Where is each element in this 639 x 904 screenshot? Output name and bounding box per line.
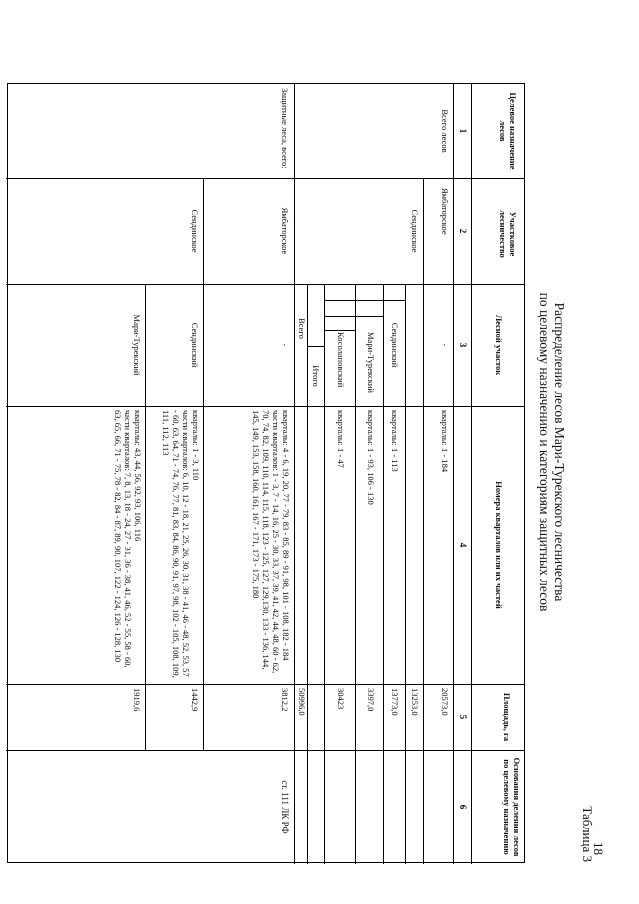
- z-quarters-sendinskiy: кварталы: 1 - 3, 110 части кварталов: 6, 10, 12 - 18, 21, 25, 26, 30, 31, 38 - 41, 46 - 48, 52, 53, 57 - 60, 63, 64, 71 - 74, 76, 77, 81, 83, 84, 86, 90, 91, 97, 98, 102 - 105, 108, 109, 111, 112, 113: [161, 410, 201, 678]
- header-purpose: Целевое назначение лесов: [498, 92, 518, 170]
- z-basis: ст. 111 ЛК РФ: [280, 780, 290, 834]
- page-title: [537, 0, 567, 904]
- quarters-kosolapovsky: кварталы: 1 - 47: [336, 410, 346, 468]
- forestry-sendinskoe: Сендинское: [410, 209, 420, 253]
- header-quarters: Номера кварталов или их частей: [494, 481, 504, 609]
- header-forestry: Участковое лесничество: [498, 210, 518, 258]
- area-kosolapovsky: 30423: [336, 688, 346, 710]
- forestry-yalbatorskoe: Ямбаторское: [440, 188, 450, 235]
- plot-sendinskiy: Сендинский: [390, 322, 400, 368]
- row-line-itogo: [307, 284, 308, 864]
- area-mari-tureksky: 3397,0: [366, 688, 376, 712]
- col-line-1: [6, 178, 524, 179]
- row-line-z-sendinskiy: [145, 284, 146, 750]
- col-number-1: 1: [458, 128, 468, 134]
- plot-yalbatorskoe: -: [440, 343, 450, 347]
- forest-distribution-table: [7, 83, 525, 863]
- nest-line-c: [325, 330, 356, 331]
- purpose-all-forests: Всего лесов: [440, 109, 450, 153]
- z-area-mari-tureksky: 1919,6: [132, 688, 142, 712]
- z-plot-mari-tureksky: Мари-Турекский: [132, 314, 142, 376]
- col-line-4: [6, 684, 524, 685]
- col-number-4: 4: [458, 542, 468, 548]
- table-label: Таблица 3: [580, 806, 595, 862]
- row-line-mari: [355, 284, 356, 864]
- area-vsego: 50996,0: [297, 688, 307, 716]
- z-forestry-sendinskoe: Сендинское: [190, 209, 200, 253]
- row-line-kosolapovsky: [324, 284, 325, 864]
- z-forestry-yalbatorskoe: Ямбаторское: [280, 207, 290, 255]
- quarters-mari-tureksky: кварталы: 1 - 93, 106 - 130: [366, 410, 376, 505]
- plot-mari-tureksky: Мари-Турекский: [366, 332, 376, 393]
- col-number-5: 5: [458, 714, 468, 720]
- title-line-2: по целевому назначению и категориям защитных лесов: [537, 292, 552, 612]
- col-number-2: 2: [458, 228, 468, 234]
- header-basis: Основания деления лесов по целевому назначению: [502, 757, 522, 857]
- col-line-3: [6, 406, 524, 407]
- area-sendinskoe: 13253,0: [410, 688, 420, 716]
- z-area-sendinskiy: 1442,9: [190, 688, 200, 712]
- col-number-3: 3: [458, 342, 468, 348]
- area-sendinskiy: 13773,0: [390, 688, 400, 716]
- z-quarters-yalbatorskoe: кварталы: 4 - 6, 19, 20, 77 - 79, 83 - 85, 89 - 91, 98, 101 - 108, 182 - 184 части кварталов: 1 - 3, 7 - 14, 16, 25 - 30, 33, 37, 39, 41, 42, 44, 48, 60 - 62, 70, 74, 82, 109, 110, 114, 115, 118, 123 - 125, 127, 129,130, 133 - 136, 144, 145, 149, 153, 158, 160, 161, 167 - 171, 173 - 175, 180: [251, 410, 291, 674]
- z-plot-yalbatorskoe: -: [280, 343, 290, 347]
- row-line-sendinskoe: [405, 284, 406, 864]
- number-row-bottom-line: [453, 84, 454, 864]
- quarters-sendinskiy: кварталы: 1 - 113: [390, 410, 400, 472]
- row-line-vsego: [294, 84, 295, 864]
- col-line-5: [6, 750, 524, 751]
- col-number-6: 6: [458, 804, 468, 810]
- row-line-yalbatorskoe: [423, 178, 424, 864]
- page-number: 18: [591, 842, 606, 855]
- label-vsego: Всего: [297, 318, 307, 339]
- nest-line-b: [325, 316, 384, 317]
- quarters-yalbatorskoe: кварталы: 1 - 184: [440, 410, 450, 473]
- area-yalbatorskoe: 20573,0: [440, 688, 450, 716]
- header-bottom-line: [471, 84, 472, 864]
- header-plot: Лесной участок: [494, 314, 504, 376]
- row-line-sendinskiy: [383, 284, 384, 864]
- title-line-1: Распределение лесов Мари-Турекского лесничества: [552, 302, 567, 602]
- plot-kosolapovsky: Косолаповский: [336, 332, 346, 388]
- z-area-yalbatorskoe: 3812,2: [280, 688, 290, 712]
- header-area: Площадь, га: [502, 692, 512, 742]
- label-itogo: Итого: [311, 365, 321, 387]
- purpose-protective: Защитные леса, всего:: [280, 88, 290, 169]
- row-line-z-yalbatorskoe: [203, 178, 204, 750]
- z-quarters-mari-tureksky: кварталы: 43, 44, 56, 92, 93, 106, 116 части кварталов: 7, 8, 13, 18 - 24, 27 - 31, 36 - 38, 41, 46, 52 - 55, 58 - 60, 63, 65, 66, 71 - 75, 78 - 82, 84 - 87, 89, 90, 107, 122 - 124, 126 - 128, 130: [113, 410, 143, 668]
- z-plot-sendinskiy: Сендинский: [190, 322, 200, 368]
